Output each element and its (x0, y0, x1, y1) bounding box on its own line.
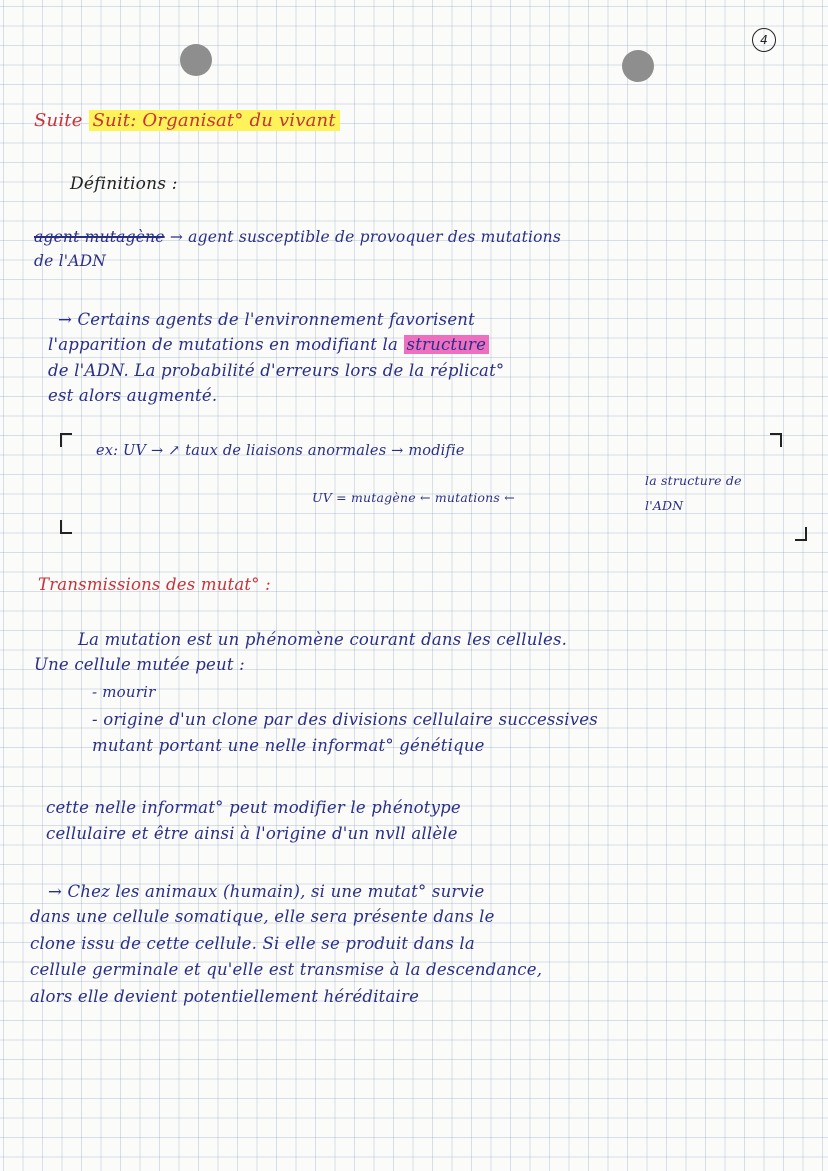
paragraph3-line4: cellule germinale et qu'elle est transmise à la descendance, (30, 960, 543, 979)
highlight-structure: structure (404, 335, 490, 354)
bracket-top-right (770, 433, 782, 447)
paragraph2-line1: cette nelle informat° peut modifier le phénotype (46, 798, 461, 817)
definition-term: agent mutagène (34, 228, 165, 246)
definition-text: → agent susceptible de provoquer des mutations (169, 228, 562, 246)
paragraph1-line2 (48, 335, 489, 354)
bracket-bottom-right (795, 527, 807, 541)
definition-line-1 (34, 228, 561, 246)
section2-heading: Transmissions des mutat° : (38, 575, 271, 594)
title-prefix: Suite (34, 110, 83, 131)
bracket-bottom-left (60, 520, 72, 534)
definition-line-2: de l'ADN (34, 252, 107, 270)
section2-bullet-1: - mourir (92, 683, 156, 701)
example-right-2: l'ADN (645, 498, 684, 513)
title-highlight: Suit: Organisat° du vivant (89, 110, 340, 131)
example-line-2: UV = mutagène ← mutations ← (312, 490, 515, 505)
paragraph1-line3: de l'ADN. La probabilité d'erreurs lors de la réplicat° (48, 361, 505, 380)
page-title (34, 110, 340, 131)
paragraph3-line5: alors elle devient potentiellement héréditaire (30, 987, 420, 1006)
example-right-1: la structure de (645, 473, 742, 488)
paragraph3-line3: clone issu de cette cellule. Si elle se produit dans la (30, 934, 475, 953)
section2-bullet-2: - origine d'un clone par des divisions cellulaire successives (92, 710, 598, 729)
paragraph1-line1: → Certains agents de l'environnement favorisent (58, 310, 475, 329)
paragraph3-line2: dans une cellule somatique, elle sera présente dans le (30, 907, 495, 926)
example-line-1: ex: UV → ↗ taux de liaisons anormales → modifie (96, 443, 465, 459)
paragraph1-line2-text: l'apparition de mutations en modifiant la (48, 335, 399, 354)
punch-hole-left (180, 44, 212, 76)
section2-line1: La mutation est un phénomène courant dans les cellules. (78, 630, 568, 649)
section2-bullet-2b: mutant portant une nelle informat° génétique (92, 736, 485, 755)
page-number: 4 (752, 28, 776, 52)
section2-line2: Une cellule mutée peut : (34, 655, 245, 674)
paragraph3-line1: → Chez les animaux (humain), si une mutat° survie (48, 882, 485, 901)
bracket-top-left (60, 433, 72, 447)
punch-hole-right (622, 50, 654, 82)
paragraph2-line2: cellulaire et être ainsi à l'origine d'un nvll allèle (46, 824, 458, 843)
paragraph1-line4: est alors augmenté. (48, 386, 218, 405)
definitions-heading: Définitions : (70, 174, 178, 194)
